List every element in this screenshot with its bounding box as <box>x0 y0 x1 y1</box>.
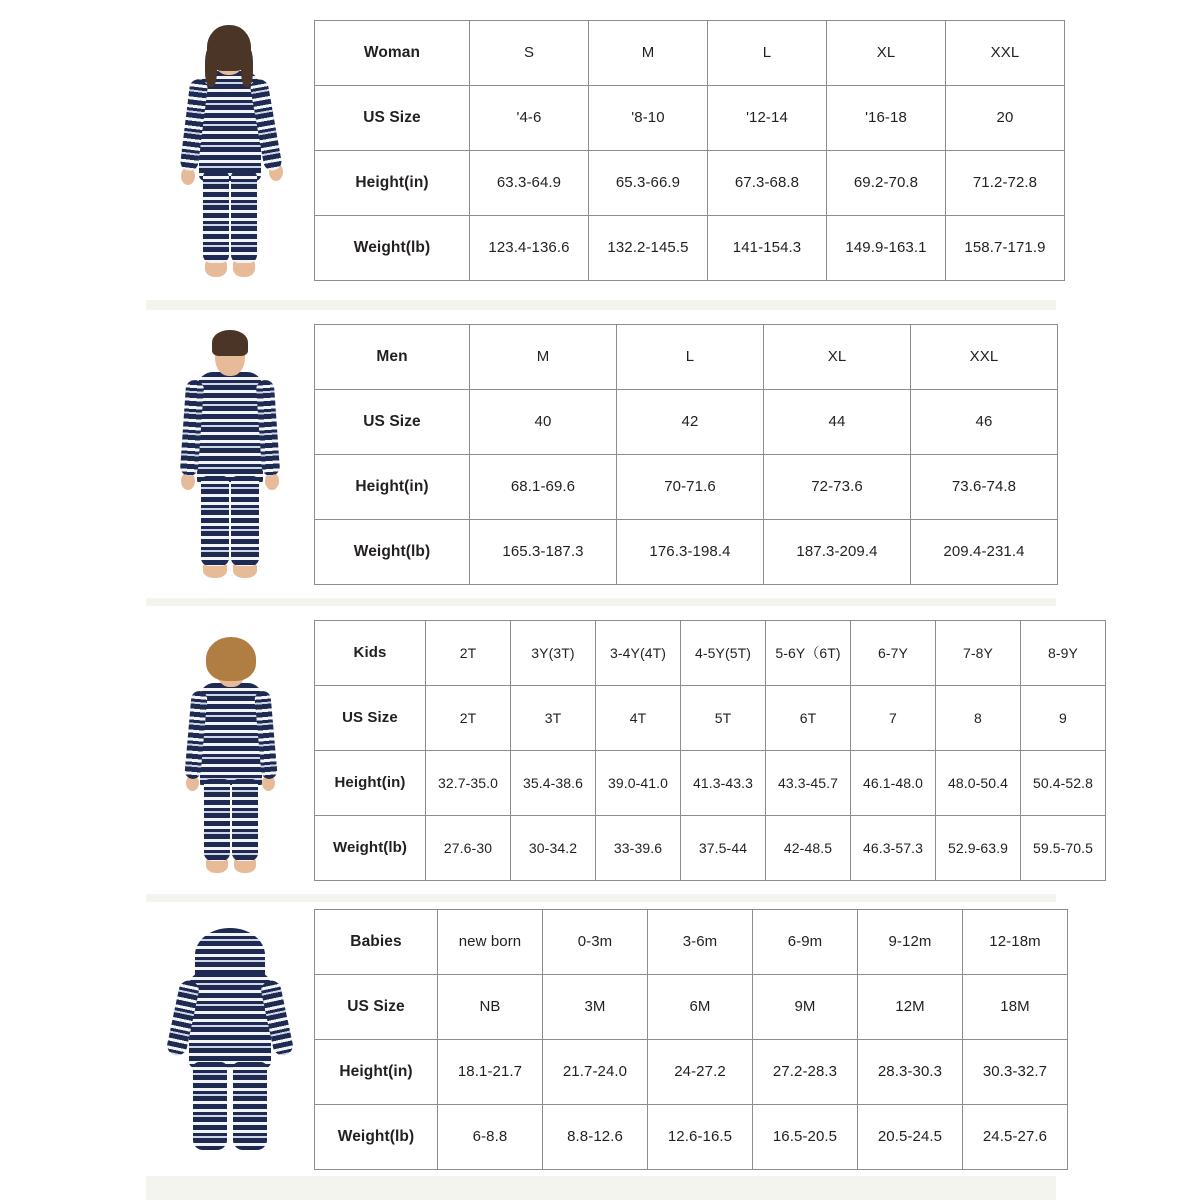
table-cell: 43.3-45.7 <box>766 750 851 815</box>
table-cell: 68.1-69.6 <box>470 454 617 519</box>
table-cell: 6-8.8 <box>438 1104 543 1169</box>
table-row-header <box>315 909 1068 974</box>
table-cell: 69.2-70.8 <box>827 150 946 215</box>
table-cell: 37.5-44 <box>681 815 766 880</box>
table-cell: US Size <box>315 685 426 750</box>
table-cell: 27.6-30 <box>426 815 511 880</box>
table-cell: 28.3-30.3 <box>858 1039 963 1104</box>
table-cell: 149.9-163.1 <box>827 215 946 280</box>
table-cell: XXL <box>911 324 1058 389</box>
table-cell: 33-39.6 <box>596 815 681 880</box>
table-cell: 12-18m <box>963 909 1068 974</box>
table-cell: 9M <box>753 974 858 1039</box>
table-cell: 3-4Y(4T) <box>596 620 681 685</box>
table-cell: 9 <box>1021 685 1106 750</box>
table-cell: NB <box>438 974 543 1039</box>
table-cell: 3Y(3T) <box>511 620 596 685</box>
table-cell: 30.3-32.7 <box>963 1039 1068 1104</box>
woman-pajama-photo <box>146 21 314 279</box>
table-cell: 132.2-145.5 <box>589 215 708 280</box>
table-cell: 20 <box>946 85 1065 150</box>
size-panel-babies <box>146 902 1056 1176</box>
table-cell: L <box>617 324 764 389</box>
table-row <box>315 519 1058 584</box>
table-cell: 2T <box>426 620 511 685</box>
table-cell: 48.0-50.4 <box>936 750 1021 815</box>
table-cell: Men <box>315 324 470 389</box>
babies-table-wrap <box>314 909 1068 1170</box>
table-cell: '12-14 <box>708 85 827 150</box>
table-cell: 8.8-12.6 <box>543 1104 648 1169</box>
table-cell: Weight(lb) <box>315 215 470 280</box>
table-cell: 67.3-68.8 <box>708 150 827 215</box>
table-row <box>315 1104 1068 1169</box>
table-cell: 7 <box>851 685 936 750</box>
table-cell: 18.1-21.7 <box>438 1039 543 1104</box>
table-cell: 44 <box>764 389 911 454</box>
table-cell: 6M <box>648 974 753 1039</box>
table-cell: 65.3-66.9 <box>589 150 708 215</box>
table-row-header <box>315 324 1058 389</box>
table-cell: 5-6Y（6T) <box>766 620 851 685</box>
table-cell: 141-154.3 <box>708 215 827 280</box>
table-cell: 3-6m <box>648 909 753 974</box>
table-row-header <box>315 20 1065 85</box>
table-cell: 176.3-198.4 <box>617 519 764 584</box>
table-cell: 209.4-231.4 <box>911 519 1058 584</box>
table-cell: 20.5-24.5 <box>858 1104 963 1169</box>
table-cell: 9-12m <box>858 909 963 974</box>
table-cell: XL <box>764 324 911 389</box>
table-cell: 72-73.6 <box>764 454 911 519</box>
table-cell: 42 <box>617 389 764 454</box>
table-cell: Height(in) <box>315 1039 438 1104</box>
table-cell: 24.5-27.6 <box>963 1104 1068 1169</box>
table-cell: 187.3-209.4 <box>764 519 911 584</box>
table-cell: 158.7-171.9 <box>946 215 1065 280</box>
table-row <box>315 150 1065 215</box>
table-cell: 5T <box>681 685 766 750</box>
size-panel-woman <box>146 0 1056 300</box>
table-cell: 40 <box>470 389 617 454</box>
table-cell: '4-6 <box>470 85 589 150</box>
table-cell: 7-8Y <box>936 620 1021 685</box>
table-cell: 70-71.6 <box>617 454 764 519</box>
table-cell: 8 <box>936 685 1021 750</box>
table-cell: '8-10 <box>589 85 708 150</box>
table-cell: 41.3-43.3 <box>681 750 766 815</box>
table-cell: Height(in) <box>315 454 470 519</box>
table-cell: 50.4-52.8 <box>1021 750 1106 815</box>
table-row <box>315 215 1065 280</box>
table-row <box>315 454 1058 519</box>
table-cell: 35.4-38.6 <box>511 750 596 815</box>
table-cell: 46.1-48.0 <box>851 750 936 815</box>
table-cell: Weight(lb) <box>315 815 426 880</box>
table-cell: 46.3-57.3 <box>851 815 936 880</box>
table-cell: 0-3m <box>543 909 648 974</box>
table-cell: 123.4-136.6 <box>470 215 589 280</box>
kid-pajama-photo <box>146 625 314 875</box>
table-cell: 32.7-35.0 <box>426 750 511 815</box>
size-panel-men <box>146 310 1056 598</box>
table-row <box>315 389 1058 454</box>
table-row <box>315 815 1106 880</box>
table-cell: M <box>470 324 617 389</box>
table-cell: 39.0-41.0 <box>596 750 681 815</box>
table-row <box>315 685 1106 750</box>
table-cell: 52.9-63.9 <box>936 815 1021 880</box>
table-cell: Weight(lb) <box>315 1104 438 1169</box>
table-row <box>315 974 1068 1039</box>
table-cell: 21.7-24.0 <box>543 1039 648 1104</box>
size-table-woman <box>314 20 1065 281</box>
table-cell: 165.3-187.3 <box>470 519 617 584</box>
size-table-men <box>314 324 1058 585</box>
table-cell: M <box>589 20 708 85</box>
table-cell: XXL <box>946 20 1065 85</box>
table-cell: US Size <box>315 974 438 1039</box>
table-cell: Height(in) <box>315 150 470 215</box>
table-cell: 6-9m <box>753 909 858 974</box>
kids-table-wrap <box>314 620 1106 881</box>
table-cell: 3M <box>543 974 648 1039</box>
table-cell: Height(in) <box>315 750 426 815</box>
table-cell: XL <box>827 20 946 85</box>
table-cell: 6-7Y <box>851 620 936 685</box>
size-panel-kids <box>146 606 1094 894</box>
size-table-babies <box>314 909 1068 1170</box>
table-cell: 63.3-64.9 <box>470 150 589 215</box>
table-cell: 59.5-70.5 <box>1021 815 1106 880</box>
table-cell: Weight(lb) <box>315 519 470 584</box>
table-cell: 18M <box>963 974 1068 1039</box>
table-cell: '16-18 <box>827 85 946 150</box>
table-cell: 6T <box>766 685 851 750</box>
table-cell: 4-5Y(5T) <box>681 620 766 685</box>
table-cell: 42-48.5 <box>766 815 851 880</box>
table-cell: 30-34.2 <box>511 815 596 880</box>
table-cell: 12M <box>858 974 963 1039</box>
table-cell: 71.2-72.8 <box>946 150 1065 215</box>
table-cell: 4T <box>596 685 681 750</box>
table-cell: US Size <box>315 85 470 150</box>
table-row <box>315 1039 1068 1104</box>
table-cell: 24-27.2 <box>648 1039 753 1104</box>
table-cell: S <box>470 20 589 85</box>
woman-table-wrap <box>314 20 1065 281</box>
table-row <box>315 750 1106 815</box>
table-cell: 12.6-16.5 <box>648 1104 753 1169</box>
table-cell: 46 <box>911 389 1058 454</box>
man-pajama-photo <box>146 328 314 580</box>
men-table-wrap <box>314 324 1058 585</box>
table-cell: L <box>708 20 827 85</box>
size-table-kids <box>314 620 1106 881</box>
table-row-header <box>315 620 1106 685</box>
table-cell: US Size <box>315 389 470 454</box>
table-cell: Kids <box>315 620 426 685</box>
table-cell: new born <box>438 909 543 974</box>
table-cell: 2T <box>426 685 511 750</box>
table-cell: 3T <box>511 685 596 750</box>
table-cell: 8-9Y <box>1021 620 1106 685</box>
baby-pajama-photo <box>146 924 314 1154</box>
table-cell: Babies <box>315 909 438 974</box>
table-cell: Woman <box>315 20 470 85</box>
table-cell: 27.2-28.3 <box>753 1039 858 1104</box>
table-row <box>315 85 1065 150</box>
table-cell: 73.6-74.8 <box>911 454 1058 519</box>
table-cell: 16.5-20.5 <box>753 1104 858 1169</box>
